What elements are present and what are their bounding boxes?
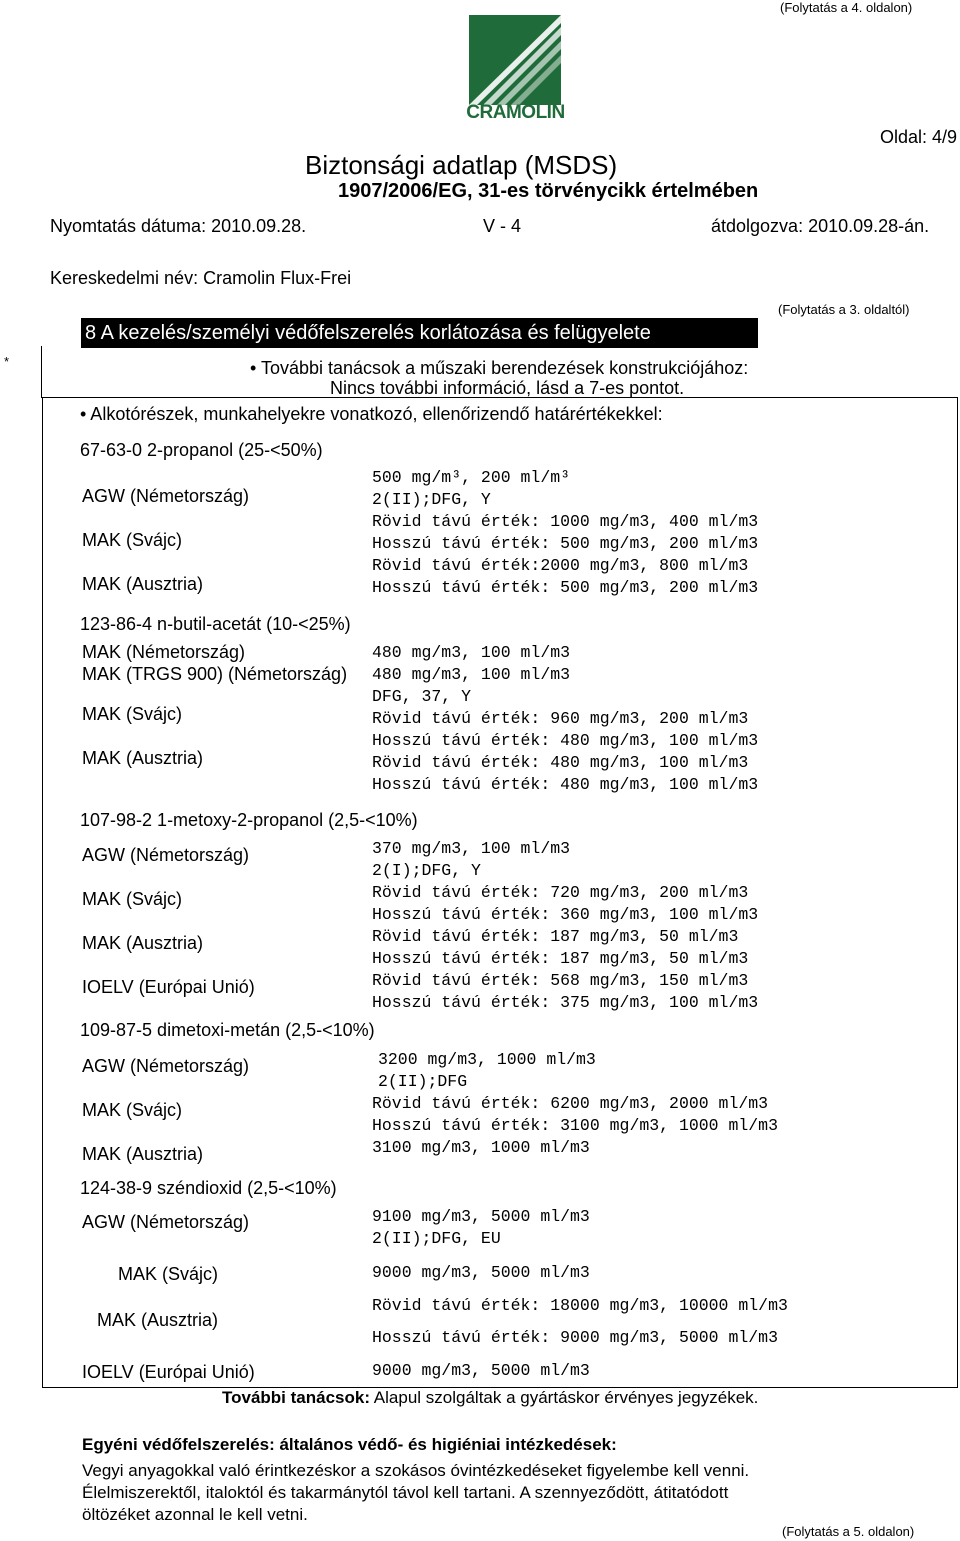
change-star: * xyxy=(4,354,10,369)
page-number: Oldal: 4/9 xyxy=(880,127,958,147)
limit-value: Rövid távú érték: 568 mg/m3, 150 ml/m3 xyxy=(372,971,749,990)
limit-label: MAK (Ausztria) xyxy=(82,574,204,594)
limit-value: Hosszú távú érték: 375 mg/m3, 100 ml/m3 xyxy=(372,993,759,1012)
limit-label: AGW (Németország) xyxy=(82,1212,250,1232)
limit-value: Hosszú távú érték: 500 mg/m3, 200 ml/m3 xyxy=(372,534,759,553)
limit-value: 2(I);DFG, Y xyxy=(372,861,481,880)
limit-value: Rövid távú érték: 960 mg/m3, 200 ml/m3 xyxy=(372,709,749,728)
continued-to-top: (Folytatás a 4. oldalon) xyxy=(780,0,913,15)
limit-label: IOELV (Európai Unió) xyxy=(82,1362,255,1382)
limit-value: 480 mg/m3, 100 ml/m3 xyxy=(372,643,571,662)
limit-value: 370 mg/m3, 100 ml/m3 xyxy=(372,839,571,858)
limit-value: 9000 mg/m3, 5000 ml/m3 xyxy=(372,1263,590,1282)
limit-label: MAK (Ausztria) xyxy=(82,933,204,953)
limit-label: MAK (Svájc) xyxy=(82,704,183,724)
limit-label: MAK (Svájc) xyxy=(82,530,183,550)
limit-label: IOELV (Európai Unió) xyxy=(82,977,255,997)
trade-name: Kereskedelmi név: Cramolin Flux-Frei xyxy=(50,268,352,288)
ppe-line: Élelmiszerektől, italoktól és takarmánytól távol kell tartani. A szennyeződött, átitatódott xyxy=(82,1483,729,1502)
limit-label: MAK (Svájc) xyxy=(82,889,183,909)
limit-value: Rövid távú érték: 18000 mg/m3, 10000 ml/m3 xyxy=(372,1296,788,1315)
substance-name: 109-87-5 dimetoxi-metán (2,5-<10%) xyxy=(80,1020,375,1040)
limit-label: AGW (Németország) xyxy=(82,486,250,506)
limit-value: 480 mg/m3, 100 ml/m3 xyxy=(372,665,571,684)
limit-value: Rövid távú érték: 1000 mg/m3, 400 ml/m3 xyxy=(372,512,759,531)
further-advice-label: További tanácsok: xyxy=(222,1388,370,1407)
limit-value: Rövid távú érték: 480 mg/m3, 100 ml/m3 xyxy=(372,753,749,772)
limit-label: MAK (TRGS 900) (Németország) xyxy=(82,664,348,684)
limit-value: Rövid távú érték: 720 mg/m3, 200 ml/m3 xyxy=(372,883,749,902)
limit-value: Hosszú távú érték: 500 mg/m3, 200 ml/m3 xyxy=(372,578,759,597)
limit-value: Hosszú távú érték: 480 mg/m3, 100 ml/m3 xyxy=(372,775,759,794)
limit-value: 3100 mg/m3, 1000 ml/m3 xyxy=(372,1138,590,1157)
ppe-heading: Egyéni védőfelszerelés: általános védő- és higiéniai intézkedések: xyxy=(82,1435,617,1454)
limit-value: Hosszú távú érték: 3100 mg/m3, 1000 ml/m3 xyxy=(372,1116,778,1135)
limit-value: Hosszú távú érték: 360 mg/m3, 100 ml/m3 xyxy=(372,905,759,924)
limit-value: DFG, 37, Y xyxy=(372,687,472,706)
advice-text: Nincs további információ, lásd a 7-es pontot. xyxy=(330,378,685,398)
continued-to: (Folytatás a 5. oldalon) xyxy=(782,1524,915,1539)
limit-label: MAK (Svájc) xyxy=(118,1264,219,1284)
limit-label: MAK (Németország) xyxy=(82,642,246,662)
limit-value: Hosszú távú érték: 9000 mg/m3, 5000 ml/m3 xyxy=(372,1328,778,1347)
substance-name: 124-38-9 széndioxid (2,5-<10%) xyxy=(80,1178,337,1198)
substance-name: 107-98-2 1-metoxy-2-propanol (2,5-<10%) xyxy=(80,810,418,830)
print-date: Nyomtatás dátuma: 2010.09.28. xyxy=(50,216,307,236)
revised-date: átdolgozva: 2010.09.28-án. xyxy=(711,216,930,236)
limit-value: Hosszú távú érték: 187 mg/m3, 50 ml/m3 xyxy=(372,949,749,968)
substance-name: 123-86-4 n-butil-acetát (10-<25%) xyxy=(80,614,351,634)
limit-label: MAK (Ausztria) xyxy=(82,1144,204,1164)
limit-value: Hosszú távú érték: 480 mg/m3, 100 ml/m3 xyxy=(372,731,759,750)
cramolin-logo xyxy=(469,15,561,105)
left-rule xyxy=(41,346,42,398)
further-advice xyxy=(222,1388,758,1408)
document-title: Biztonsági adatlap (MSDS) xyxy=(305,150,618,180)
limit-label: MAK (Ausztria) xyxy=(82,748,204,768)
limit-value: Rövid távú érték: 6200 mg/m3, 2000 ml/m3 xyxy=(372,1094,769,1113)
limit-label: AGW (Németország) xyxy=(82,1056,250,1076)
limit-value: 9000 mg/m3, 5000 ml/m3 xyxy=(372,1361,590,1380)
limit-value: 2(II);DFG, EU xyxy=(372,1229,501,1248)
further-advice-text: Alapul szolgáltak a gyártáskor érvényes jegyzékek. xyxy=(373,1388,759,1407)
limit-label: MAK (Svájc) xyxy=(82,1100,183,1120)
limit-label: AGW (Németország) xyxy=(82,845,250,865)
document-subtitle: 1907/2006/EG, 31-es törvénycikk értelmében xyxy=(338,180,759,202)
substance-name: 67-63-0 2-propanol (25-<50%) xyxy=(80,440,323,460)
ppe-line: Vegyi anyagokkal való érintkezéskor a szokásos óvintézkedéseket figyelembe kell venni. xyxy=(82,1461,750,1480)
components-heading: • Alkotórészek, munkahelyekre vonatkozó, ellenőrizendő határértékekkel: xyxy=(80,404,663,424)
limit-value: 3200 mg/m3, 1000 ml/m3 xyxy=(378,1050,596,1069)
limit-label: MAK (Ausztria) xyxy=(97,1310,219,1330)
limit-value: 2(II);DFG, Y xyxy=(372,490,491,509)
limit-value: 500 mg/m³, 200 ml/m³ xyxy=(372,468,571,487)
advice-heading: • További tanácsok a műszaki berendezések konstrukciójához: xyxy=(250,358,749,378)
section-title: 8 A kezelés/személyi védőfelszerelés korlátozása és felügyelete xyxy=(81,318,758,348)
version: V - 4 xyxy=(483,216,522,236)
limit-value: Rövid távú érték: 187 mg/m3, 50 ml/m3 xyxy=(372,927,739,946)
limit-value: Rövid távú érték:2000 mg/m3, 800 ml/m3 xyxy=(372,556,749,575)
ppe-line: öltözéket azonnal le kell vetni. xyxy=(82,1505,308,1524)
continued-from: (Folytatás a 3. oldaltól) xyxy=(778,302,910,317)
logo-text: CRAMOLIN xyxy=(466,102,565,123)
limit-value: 2(II);DFG xyxy=(378,1072,468,1091)
limit-value: 9100 mg/m3, 5000 ml/m3 xyxy=(372,1207,590,1226)
